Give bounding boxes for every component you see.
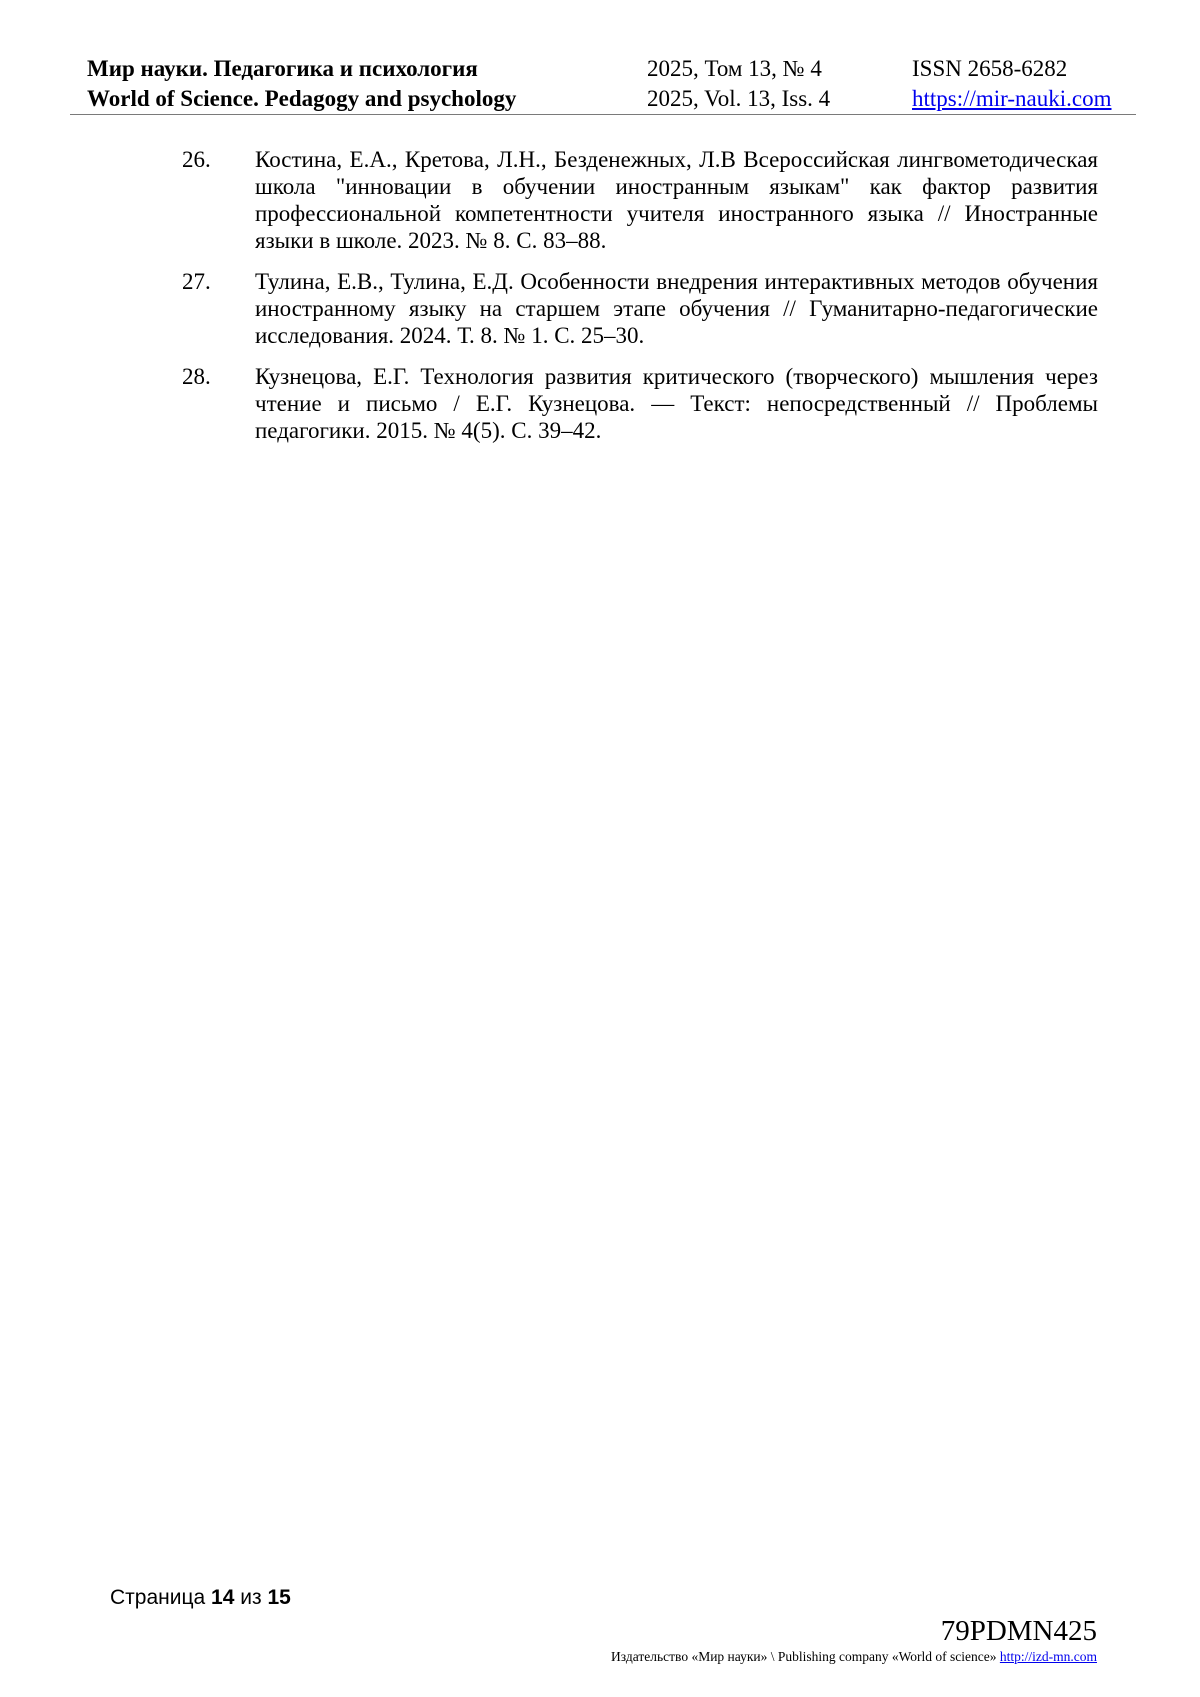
volume-block — [647, 54, 830, 114]
page-header — [70, 48, 1136, 115]
article-code: 79PDMN425 — [940, 1615, 1097, 1647]
issn: ISSN 2658-6282 — [912, 56, 1068, 81]
publisher-line — [611, 1648, 1097, 1666]
page-prefix: Страница — [110, 1586, 206, 1609]
reference-number: 27. — [182, 269, 211, 294]
page-current: 14 — [211, 1586, 235, 1609]
reference-list — [182, 146, 1098, 458]
site-link[interactable]: https://mir-nauki.com — [912, 86, 1112, 111]
journal-title-ru: Мир науки. Педагогика и психология — [87, 56, 478, 81]
reference-text: Костина, Е.А., Кретова, Л.Н., Безденежных, Л.В Всероссийская лингвометодическая школа "инновации в обучении иностранным языкам" как фактор развития профессиональной компетентности учителя иностранного языка // Иностранные языки в школе. 2023. № 8. С. 83–88. — [255, 147, 1098, 253]
publisher-text: Издательство «Мир науки» \ Publishing company «World of science» — [611, 1649, 997, 1664]
issn-block — [912, 54, 1112, 114]
reference-number: 26. — [182, 147, 211, 172]
volume-en: 2025, Vol. 13, Iss. 4 — [647, 86, 831, 111]
page-counter — [110, 1585, 291, 1611]
journal-title-en: World of Science. Pedagogy and psychology — [87, 86, 517, 111]
reference-number: 28. — [182, 364, 211, 389]
reference-item — [182, 363, 1098, 444]
reference-item — [182, 146, 1098, 254]
reference-text: Кузнецова, Е.Г. Технология развития критического (творческого) мышления через чтение и письмо / Е.Г. Кузнецова. — Текст: непосредственный // Проблемы педагогики. 2015. № 4(5). С. 39–42. — [255, 364, 1098, 443]
page-total: 15 — [267, 1586, 291, 1609]
publisher-link[interactable]: http://izd-mn.com — [999, 1649, 1097, 1664]
volume-ru: 2025, Том 13, № 4 — [647, 56, 822, 81]
journal-title-block — [87, 54, 516, 114]
reference-text: Тулина, Е.В., Тулина, Е.Д. Особенности внедрения интерактивных методов обучения иностранному языку на старшем этапе обучения // Гуманитарно-педагогические исследования. 2024. Т. 8. № 1. С. 25–30. — [255, 269, 1098, 348]
reference-item — [182, 268, 1098, 349]
page-of: из — [240, 1586, 262, 1609]
